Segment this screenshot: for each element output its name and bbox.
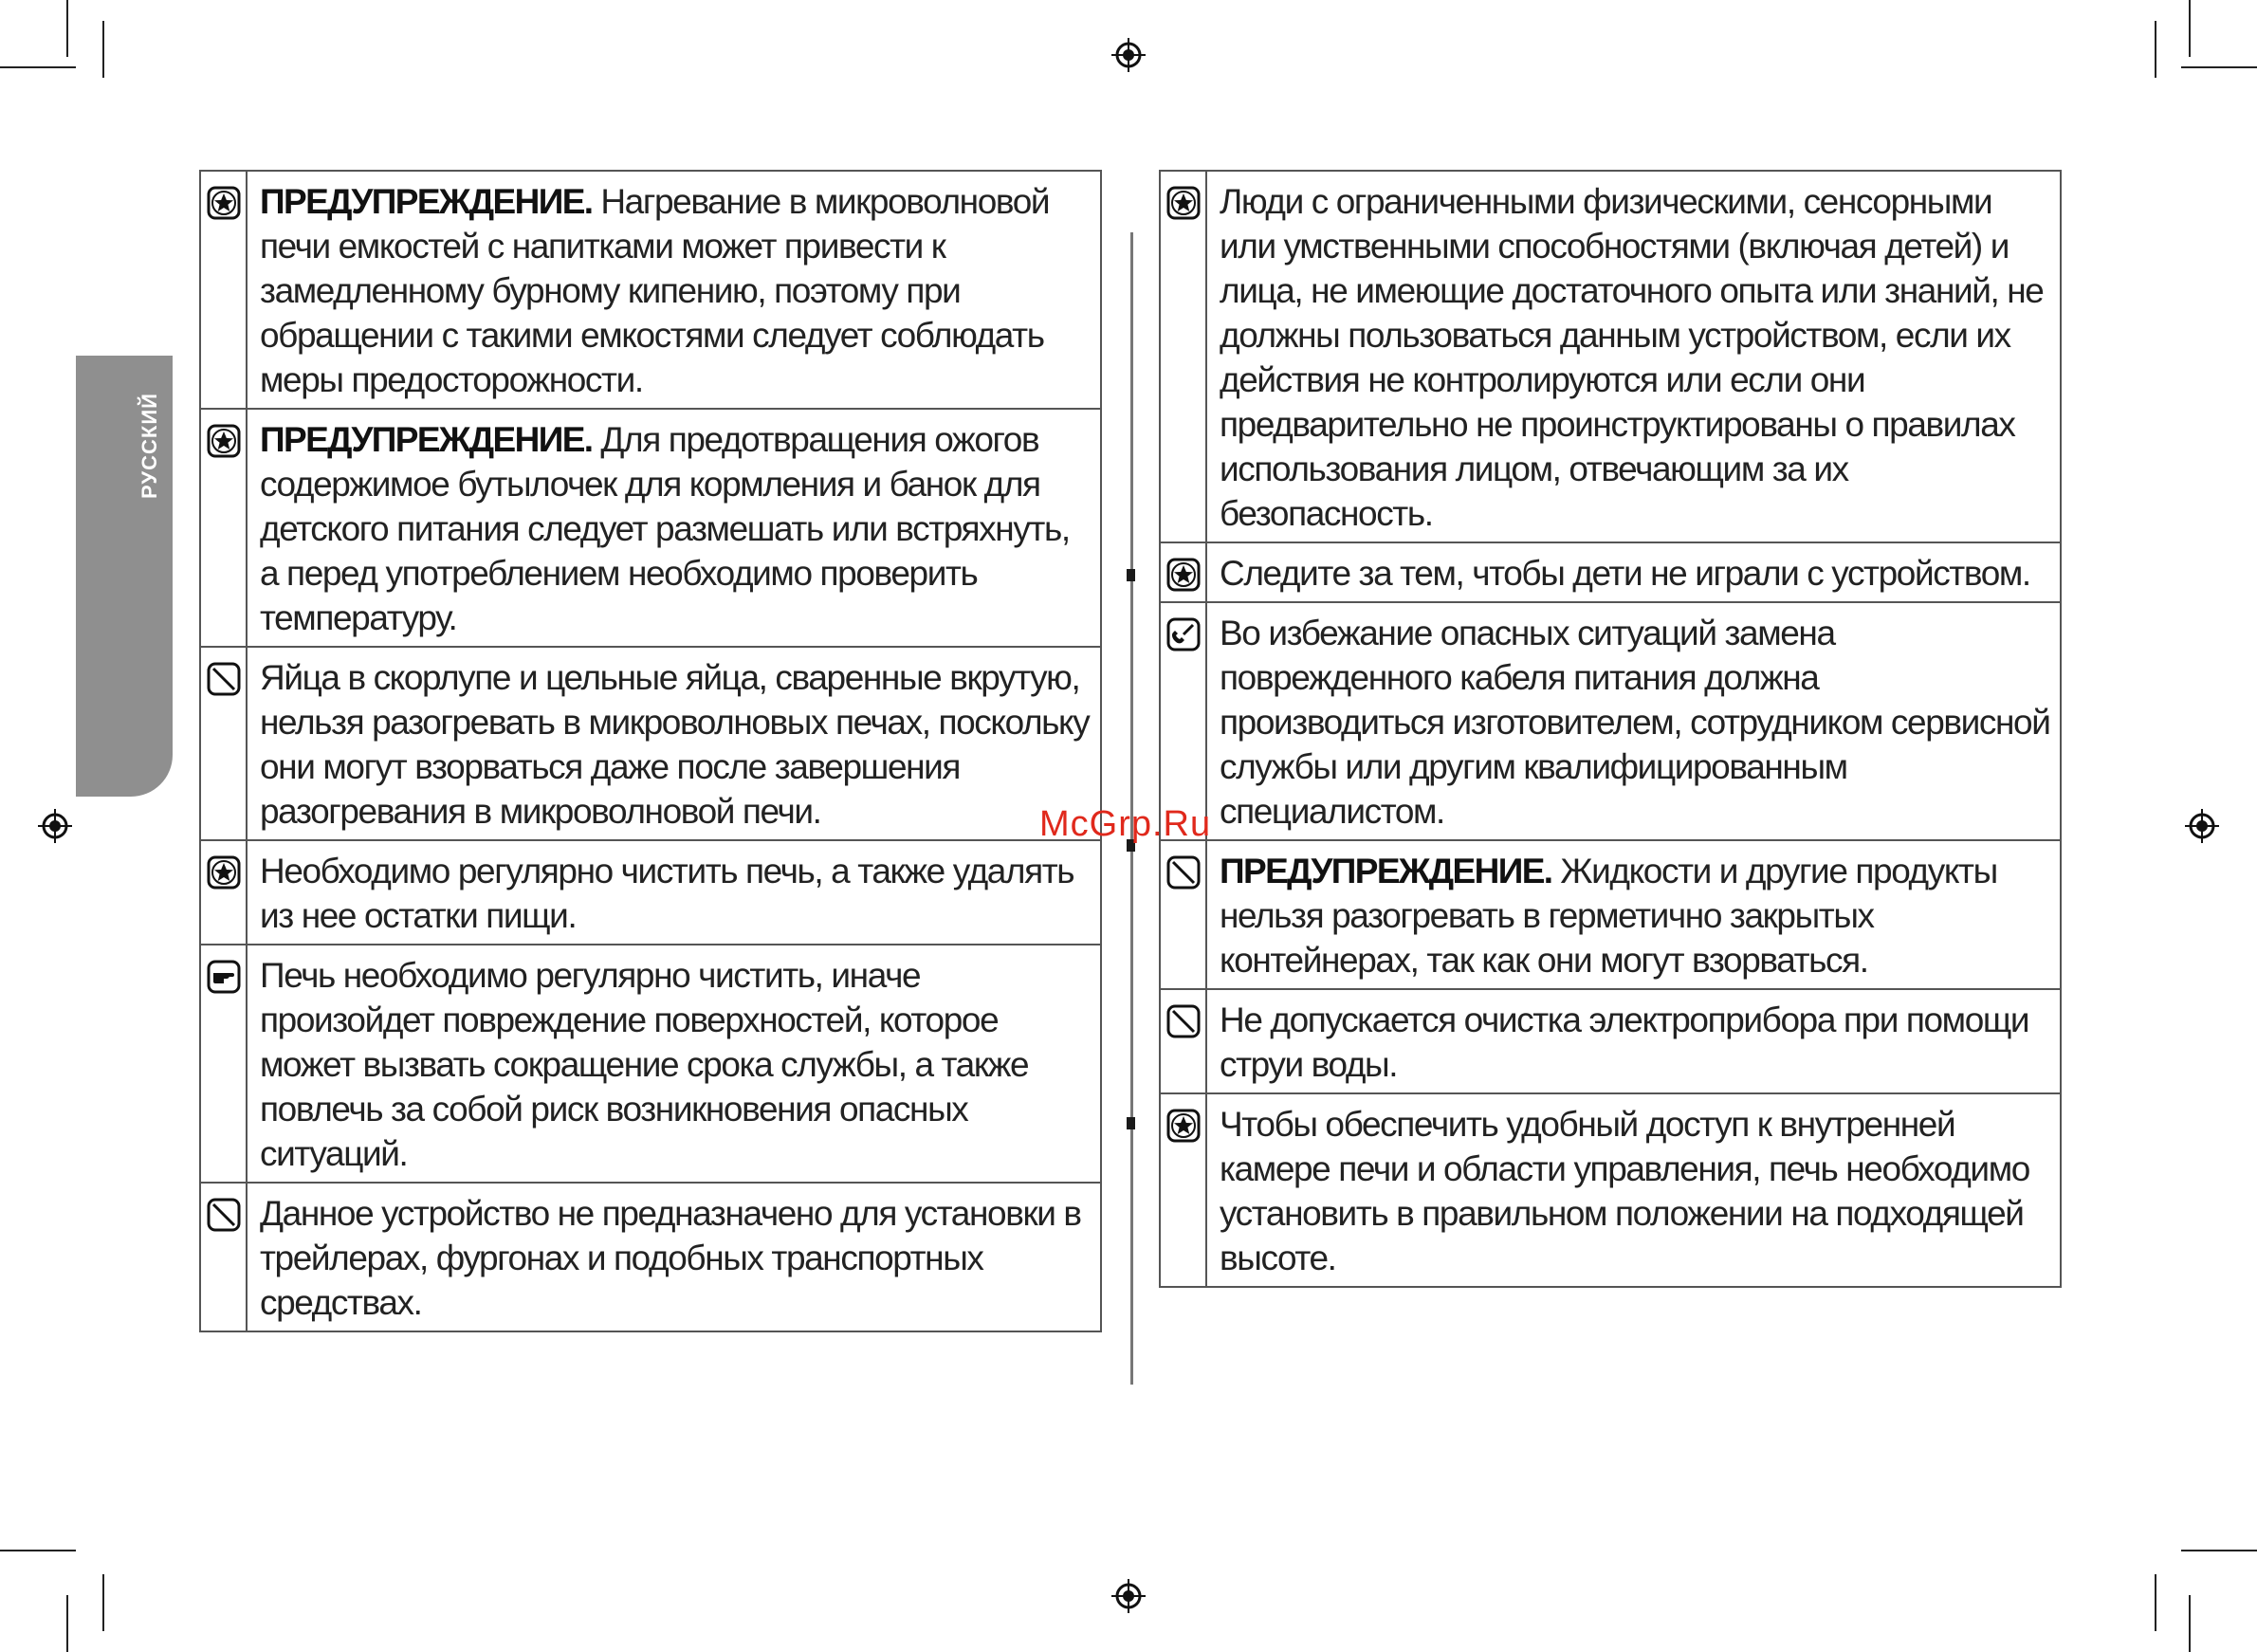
divider-tick <box>1127 1117 1135 1129</box>
note-text <box>247 840 1101 945</box>
safety-note-row <box>1160 542 2061 602</box>
registration-mark-icon <box>38 809 72 843</box>
note-icon-cell <box>1160 171 1206 542</box>
crop-mark <box>2155 21 2156 78</box>
warning-lead: ПРЕДУПРЕЖДЕНИЕ. <box>1220 852 1552 890</box>
crop-mark <box>102 21 104 78</box>
safety-note-row <box>200 945 1101 1183</box>
phone-service-icon <box>1166 617 1201 652</box>
note-body: Следите за тем, чтобы дети не играли с устройством. <box>1220 554 2030 593</box>
registration-mark-icon <box>1111 1579 1146 1613</box>
note-text <box>1206 840 2061 989</box>
note-body: Нагревание в микроволновой печи емкостей с напитками может привести к замедленному бурному кипению, поэтому при обращении с такими емкостями следует соблюдать меры предосторожности. <box>260 182 1050 399</box>
note-text <box>1206 1093 2061 1287</box>
note-text <box>247 945 1101 1183</box>
language-tab-label: РУССКИЙ <box>138 393 161 499</box>
note-text <box>1206 602 2061 840</box>
note-icon-cell <box>1160 989 1206 1093</box>
watermark-text: McGrp.Ru <box>1039 804 1212 844</box>
crop-mark <box>102 1574 104 1631</box>
crop-mark <box>0 1550 76 1551</box>
star-important-icon <box>207 424 241 458</box>
safety-note-row <box>1160 1093 2061 1287</box>
crop-mark <box>66 0 68 57</box>
prohibited-icon <box>1166 1004 1201 1038</box>
note-body: Жидкости и другие продукты нельзя разогревать в герметично закрытых контейнерах, так как они могут взорваться. <box>1220 852 1997 980</box>
note-icon-cell <box>1160 1093 1206 1287</box>
star-important-icon <box>207 855 241 890</box>
note-text <box>1206 542 2061 602</box>
crop-mark <box>2189 0 2191 57</box>
note-body: Для предотвращения ожогов содержимое бутылочек для кормления и банок для детского питания следует размешать или встряхнуть, а перед употреблением необходимо проверить температуру. <box>260 420 1070 637</box>
star-important-icon <box>1166 558 1201 592</box>
safety-note-row <box>200 840 1101 945</box>
registration-mark-icon <box>1111 38 1146 72</box>
prohibited-icon <box>207 1198 241 1232</box>
prohibited-icon <box>207 662 241 696</box>
note-icon-cell <box>1160 542 1206 602</box>
crop-mark <box>0 66 76 68</box>
safety-note-row <box>200 409 1101 647</box>
divider-tick <box>1127 569 1135 581</box>
star-important-icon <box>1166 186 1201 220</box>
note-body: Во избежание опасных ситуаций замена поврежденного кабеля питания должна производиться изготовителем, сотрудником сервисной службы или другим квалифицированным специалистом. <box>1220 614 2050 831</box>
registration-mark-icon <box>2185 809 2219 843</box>
crop-mark <box>2155 1574 2156 1631</box>
note-icon-cell <box>200 409 247 647</box>
star-important-icon <box>207 186 241 220</box>
note-text <box>247 171 1101 409</box>
safety-note-row <box>200 647 1101 840</box>
safety-note-row <box>1160 602 2061 840</box>
warning-lead: ПРЕДУПРЕЖДЕНИЕ. <box>260 182 593 221</box>
note-icon-cell <box>200 945 247 1183</box>
crop-mark <box>2181 66 2257 68</box>
note-text <box>247 409 1101 647</box>
warning-lead: ПРЕДУПРЕЖДЕНИЕ. <box>260 420 593 459</box>
safety-note-row <box>1160 171 2061 542</box>
note-text <box>247 647 1101 840</box>
crop-mark <box>2181 1550 2257 1551</box>
note-body: Яйца в скорлупе и цельные яйца, сваренные вкрутую, нельзя разогревать в микроволновых печах, поскольку они могут взорваться даже после завершения разогревания в микроволновой печи. <box>260 658 1090 831</box>
star-important-icon <box>1166 1109 1201 1143</box>
safety-note-row <box>200 1183 1101 1331</box>
note-icon-cell <box>200 647 247 840</box>
note-icon-cell <box>1160 840 1206 989</box>
pointing-hand-note-icon <box>207 960 241 994</box>
crop-mark <box>2189 1595 2191 1652</box>
safety-note-row <box>200 171 1101 409</box>
note-body: Необходимо регулярно чистить печь, а также удалять из нее остатки пищи. <box>260 852 1074 935</box>
note-text <box>247 1183 1101 1331</box>
note-body: Не допускается очистка электроприбора при помощи струи воды. <box>1220 1000 2029 1084</box>
prohibited-icon <box>1166 855 1201 890</box>
note-body: Печь необходимо регулярно чистить, иначе произойдет повреждение поверхностей, которое может вызвать сокращение срока службы, а также повлечь за собой риск возникновения опасных ситуаций. <box>260 956 1029 1173</box>
safety-note-row <box>1160 840 2061 989</box>
safety-notes-left <box>199 170 1102 1332</box>
note-text <box>1206 171 2061 542</box>
note-body: Люди с ограниченными физическими, сенсорными или умственными способностями (включая детей) и лица, не имеющие достаточного опыта или знаний, не должны пользоваться данным устройством, если их действия не контролируются или если они предварительно не проинструктированы о правилах использования лицом, отвечающим за их безопасность. <box>1220 182 2044 533</box>
safety-notes-right <box>1159 170 2062 1288</box>
note-text <box>1206 989 2061 1093</box>
note-icon-cell <box>200 840 247 945</box>
note-icon-cell <box>200 171 247 409</box>
safety-note-row <box>1160 989 2061 1093</box>
note-body: Чтобы обеспечить удобный доступ к внутренней камере печи и области управления, печь необходимо установить в правильном положении на подходящей высоте. <box>1220 1105 2029 1277</box>
note-icon-cell <box>200 1183 247 1331</box>
note-body: Данное устройство не предназначено для установки в трейлерах, фургонах и подобных транспортных средствах. <box>260 1194 1081 1322</box>
crop-mark <box>66 1595 68 1652</box>
